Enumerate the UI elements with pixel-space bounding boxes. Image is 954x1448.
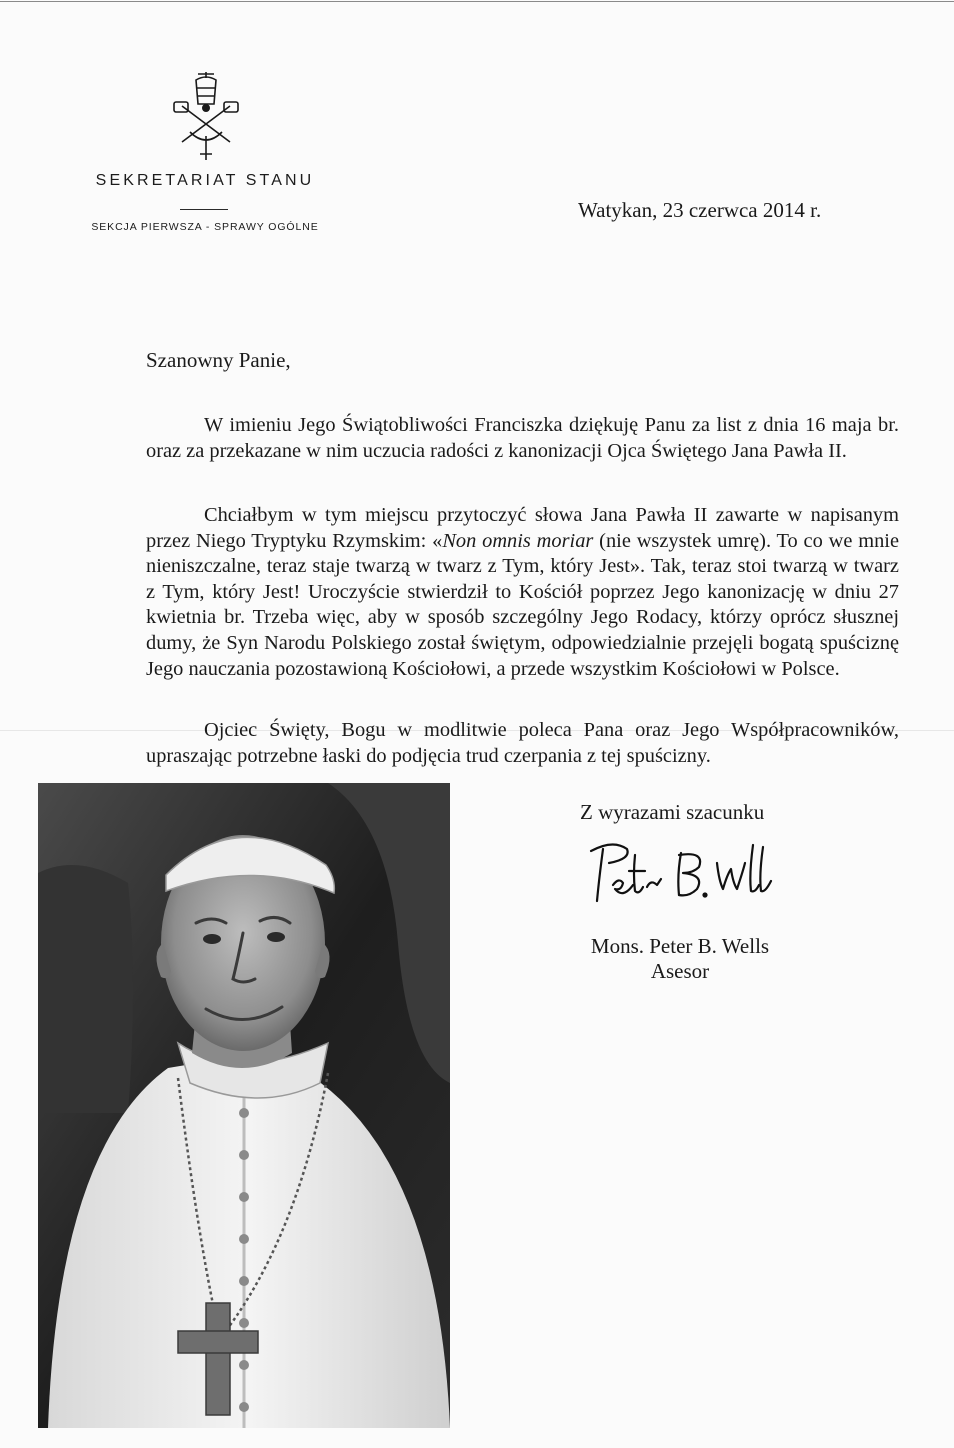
- latin-quote: Non omnis moriar: [442, 529, 594, 552]
- salutation: Szanowny Panie,: [146, 348, 291, 372]
- portrait-photo: [38, 783, 450, 1428]
- top-edge-line: [0, 1, 954, 2]
- portrait-photo-illustration: [38, 783, 450, 1428]
- signer-title: Asesor: [650, 959, 710, 983]
- signer-block: [530, 934, 830, 984]
- coat-of-arms-emblem: [168, 72, 244, 162]
- signer-name: Mons. Peter B. Wells: [590, 934, 770, 958]
- department-name: SEKRETARIAT STANU: [95, 172, 315, 189]
- closing-phrase: Z wyrazami szacunku: [580, 800, 765, 824]
- paragraph-thanks: W imieniu Jego Świątobliwości Franciszka dziękuję Panu za list z dnia 16 maja br. oraz za przekazane w nim uczucia radości z kanonizacji Ojca Świętego Jana Pawła II.: [146, 414, 899, 462]
- letter-date: Watykan, 23 czerwca 2014 r.: [578, 198, 822, 222]
- paragraph-quote: [146, 503, 899, 682]
- handwritten-signature: [583, 835, 783, 915]
- paragraph-blessing: Ojciec Święty, Bogu w modlitwie poleca Pana oraz Jego Współpracowników, upraszając potrzebne łaski do podjęcia trud czerpania z tej spuścizny.: [146, 719, 899, 767]
- section-name: SEKCJA PIERWSZA - SPRAWY OGÓLNE: [91, 221, 319, 233]
- letterhead-divider: [180, 209, 228, 210]
- paragraph-quote-part-3: nie wszystek umrę). To co we mnie nieniszczalne, teraz staje twarzą w twarz z Tym, który Jest». Tak, teraz stoi twarzą w twarz z Tym, który Jest! Uroczyście stwierdził to Kościół poprzez Jego kanonizację w dniu 27 kwietnia br. Trzeba więc, aby w sposób szczególny Jego Rodacy, którzy oprócz słusznej dumy, że Syn Narodu Polskiego został świętym, odpowiedzialnie przejęli bogatą spuściznę Jego nauczania pozostawioną Kościołowi, a przede wszystkim Kościołowi w Polsce.: [146, 529, 900, 680]
- paragraph-quote-part-1: Chciałbym w tym miejscu przytoczyć słowa Jana Pawła II zawarte w napisanym przez Niego Tryptyku Rzymskim: «: [146, 504, 899, 552]
- paragraph-quote-part-2: (: [593, 529, 606, 552]
